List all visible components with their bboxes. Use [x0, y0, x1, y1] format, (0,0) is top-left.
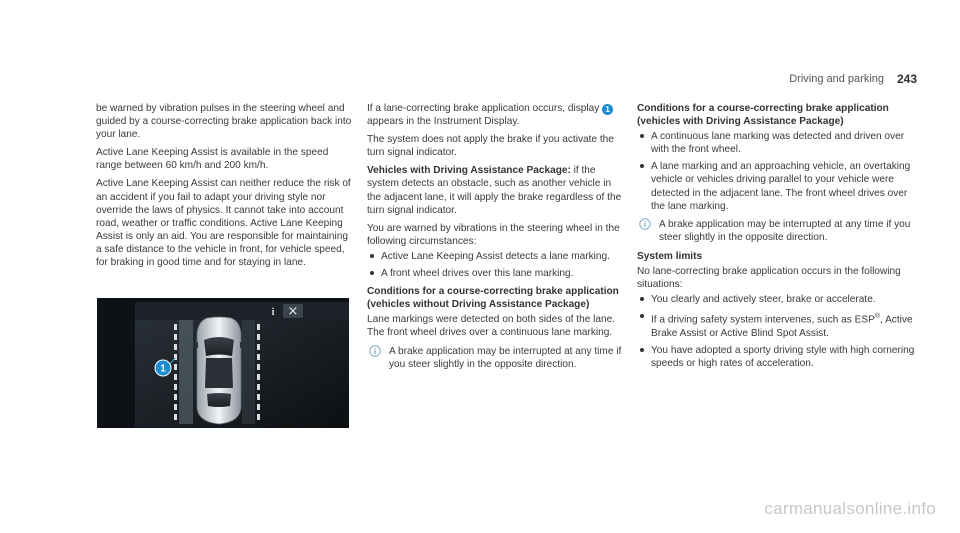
- instrument-display-illustration: [97, 298, 349, 428]
- column-middle: [367, 102, 625, 377]
- bullet-list: [637, 293, 921, 370]
- note-text: A brake application may be interrupted at any time if you steer slightly in the opposite direction.: [659, 218, 911, 243]
- page-header: [0, 73, 960, 93]
- paragraph: No lane-correcting brake application occurs in the following situations:: [637, 266, 901, 291]
- paragraph: be warned by vibration pulses in the steering wheel and guided by a course-correcting brake application back into your lane.: [96, 103, 352, 141]
- close-icon: ×: [287, 304, 299, 319]
- header-section-title: Driving and parking: [789, 73, 884, 85]
- info-icon: i: [271, 306, 275, 318]
- bold-lead-in: Vehicles with Driving Assistance Package:: [367, 165, 571, 177]
- note-text: A brake application may be interrupted at any time if you steer slightly in the opposite direction.: [389, 345, 622, 370]
- paragraph: Lane markings were detected on both sides of the lane. The front wheel drives over a continuous lane marking.: [367, 314, 616, 339]
- list-item: A lane marking and an approaching vehicle, an overtaking vehicle or vehicles driving parallel to your vehicle were detected in the adjacent lane. The front wheel drives over the lane marking.: [637, 160, 921, 212]
- note: [637, 218, 921, 244]
- list-item: A continuous lane marking was detected and driven over with the front wheel.: [637, 130, 921, 156]
- info-note-icon: [369, 345, 381, 357]
- paragraph: You are warned by vibrations in the steering wheel in the following circumstances:: [367, 222, 620, 247]
- paragraph: [367, 164, 625, 216]
- callout-badge-inline: 1: [602, 104, 613, 115]
- paragraph: Active Lane Keeping Assist is available in the speed range between 60 km/h and 200 km/h.: [96, 147, 329, 172]
- list-item: You have adopted a sporty driving style with high cornering speeds or high rates of acceleration.: [637, 344, 921, 370]
- bullet-list: [637, 130, 921, 213]
- text-fragment: , Active Brake Assist or Active Blind Spot Assist.: [651, 314, 913, 339]
- note: [367, 345, 625, 371]
- text-fragment: appears in the Instrument Display.: [367, 116, 520, 128]
- list-item: Active Lane Keeping Assist detects a lane marking.: [367, 250, 625, 263]
- section-heading: Conditions for a course-correcting brake application (vehicles with Driving Assistance Package): [637, 103, 889, 128]
- bullet-list: [367, 250, 625, 280]
- paragraph: The system does not apply the brake if you activate the turn signal indicator.: [367, 134, 614, 159]
- column-left: [96, 102, 354, 274]
- callout-number: 1: [160, 363, 166, 375]
- paragraph: Active Lane Keeping Assist can neither reduce the risk of an accident if you fail to adapt your driving style nor override the laws of physics. It cannot take into account road, weather or traffic conditions. Active Lane Keeping Assist is only an aid. You are responsible for maintaining a safe distance to the vehicle in front, for vehicle speed, for braking in good time and for staying in lane.: [96, 178, 351, 269]
- text-fragment: if the system detects an obstacle, such as another vehicle in the adjacent lane, it will apply the brake regardless of the turn signal indicator.: [367, 165, 622, 216]
- registered-mark: ®: [874, 313, 881, 321]
- column-right: [637, 102, 921, 375]
- page-number: 243: [896, 72, 917, 86]
- watermark: carmanualsonline.info: [764, 499, 936, 518]
- list-item: You clearly and actively steer, brake or accelerate.: [637, 293, 921, 306]
- text-fragment: If a lane-correcting brake application occurs, display: [367, 103, 600, 114]
- section-heading: Conditions for a course-correcting brake application (vehicles without Driving Assistance Package): [367, 286, 619, 311]
- vehicle-top-view: [195, 317, 243, 424]
- paragraph: [367, 102, 625, 128]
- section-heading: System limits: [637, 250, 703, 262]
- instrument-display-figure: [97, 298, 349, 428]
- text-fragment: If a driving safety system intervenes, such as ESP: [651, 314, 875, 326]
- list-item: A front wheel drives over this lane marking.: [367, 267, 625, 280]
- info-note-icon: [639, 218, 651, 230]
- list-item: [637, 310, 921, 340]
